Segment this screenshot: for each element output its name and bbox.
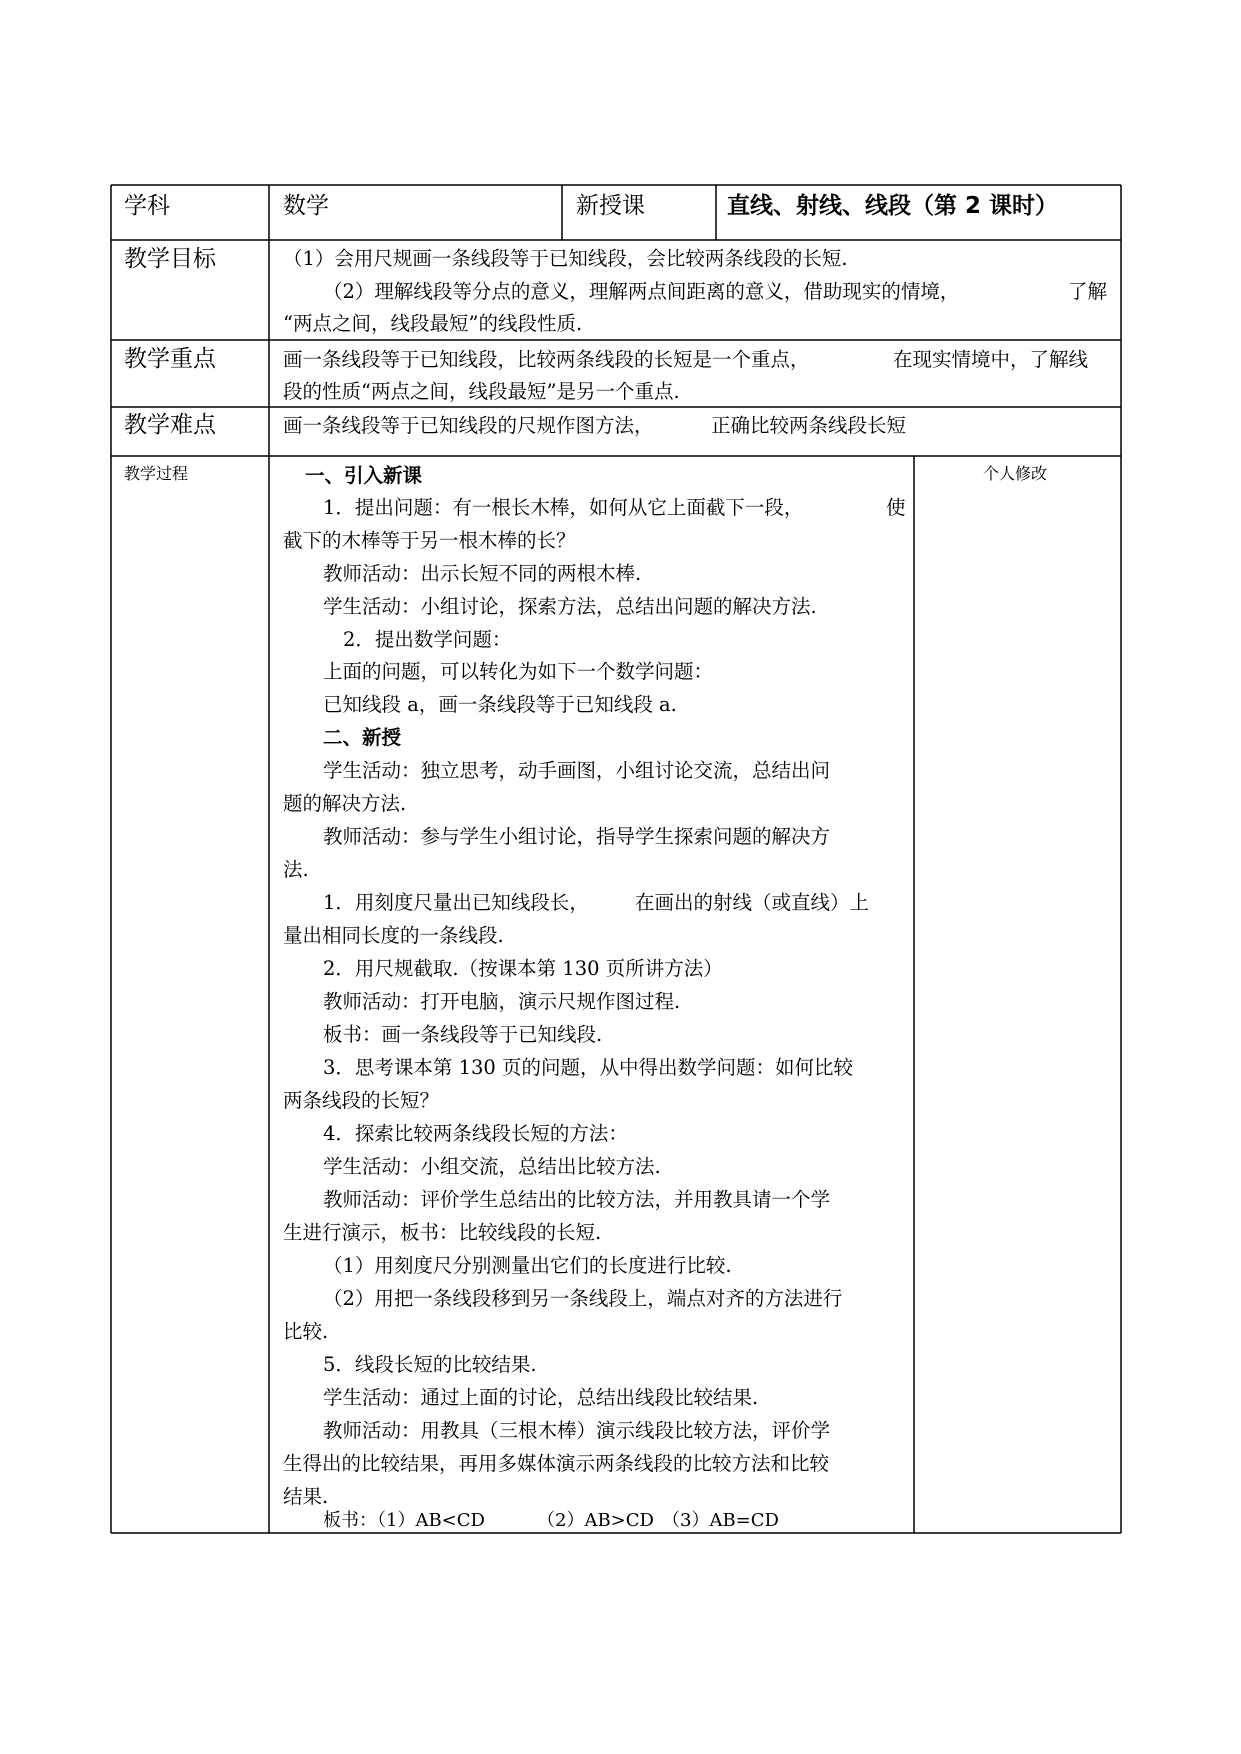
process-line: 1．提出问题：有一根长木棒，如何从它上面截下一段， (323, 496, 804, 519)
process-line: 学生活动：小组讨论，探索方法，总结出问题的解决方法. (323, 595, 817, 618)
difficulties-line: 画一条线段等于已知线段的尺规作图方法， (283, 414, 654, 437)
process-line: 学生活动：小组交流，总结出比较方法. (323, 1155, 661, 1178)
key-points-line: 在现实情境中，了解线 (893, 348, 1089, 371)
process-line: （2）用把一条线段移到另一条线段上，端点对齐的方法进行 (323, 1287, 843, 1310)
process-line: 截下的木棒等于另一根木棒的长？ (283, 529, 576, 552)
subject-label: 学科 (124, 193, 170, 219)
process-line: 1．用刻度尺量出已知线段长， (323, 891, 589, 914)
objectives-line: 了解 (1068, 280, 1108, 303)
process-line: 两条线段的长短？ (283, 1089, 440, 1112)
process-line: （1）用刻度尺分别测量出它们的长度进行比较. (323, 1254, 732, 1277)
process-line: 2．用尺规截取.（按课本第 130 页所讲方法） (323, 957, 723, 980)
board-writing: （2）AB>CD (537, 1510, 654, 1531)
process-line: 5．线段长短的比较结果. (323, 1353, 537, 1376)
subject-value: 数学 (283, 193, 329, 219)
difficulties-line: 正确比较两条线段长短 (711, 414, 907, 437)
objectives-line: （1）会用尺规画一条线段等于已知线段，会比较两条线段的长短. (283, 247, 848, 270)
process-line: 生进行演示，板书：比较线段的长短. (283, 1221, 602, 1244)
process-line: 教师活动：打开电脑，演示尺规作图过程. (323, 990, 681, 1013)
key-points-line: 段的性质“两点之间，线段最短”是另一个重点. (283, 380, 680, 403)
process-line: 上面的问题，可以转化为如下一个数学问题： (323, 660, 714, 683)
process-line: 学生活动：独立思考，动手画图，小组讨论交流，总结出问 (323, 759, 831, 782)
difficulties-label: 教学难点 (124, 412, 216, 438)
process-line: 已知线段 a，画一条线段等于已知线段 a. (323, 693, 677, 716)
lesson-type: 新授课 (576, 193, 645, 219)
key-points-label: 教学重点 (124, 346, 216, 372)
process-line: 教师活动：出示长短不同的两根木棒. (323, 562, 642, 585)
process-line: 学生活动：通过上面的讨论，总结出线段比较结果. (323, 1386, 759, 1409)
process-line: 题的解决方法. (283, 792, 407, 815)
process-line: 2．提出数学问题： (343, 628, 512, 651)
process-line: 板书：画一条线段等于已知线段. (323, 1023, 603, 1046)
section-heading: 一、引入新课 (305, 464, 423, 487)
key-points-line: 画一条线段等于已知线段，比较两条线段的长短是一个重点， (283, 348, 810, 371)
objectives-line: “两点之间，线段最短”的线段性质. (283, 312, 583, 335)
process-line: 法. (283, 858, 309, 881)
process-line: 量出相同长度的一条线段. (283, 924, 504, 947)
notes-label: 个人修改 (983, 464, 1048, 483)
process-line: 比较. (283, 1320, 329, 1343)
objectives-line: （2）理解线段等分点的意义，理解两点间距离的意义，借助现实的情境， (323, 280, 960, 303)
process-line: 在画出的射线（或直线）上 (635, 891, 870, 914)
board-writing: 板书：（1）AB<CD (323, 1510, 485, 1531)
process-line: 教师活动：用教具（三根木棒）演示线段比较方法，评价学 (323, 1419, 831, 1442)
process-line: 生得出的比较结果，再用多媒体演示两条线段的比较方法和比较 (283, 1452, 830, 1475)
process-line: 教师活动：参与学生小组讨论，指导学生探索问题的解决方 (323, 825, 831, 848)
process-line: 结果. (283, 1485, 329, 1508)
lesson-title: 直线、射线、线段（第 2 课时） (727, 193, 1059, 219)
process-line: 3．思考课本第 130 页的问题，从中得出数学问题：如何比较 (323, 1056, 854, 1079)
objectives-label: 教学目标 (124, 246, 216, 272)
process-line: 4．探索比较两条线段长短的方法： (323, 1122, 628, 1145)
process-line: 教师活动：评价学生总结出的比较方法，并用教具请一个学 (323, 1188, 831, 1211)
process-label: 教学过程 (124, 464, 189, 483)
process-line: 使 (886, 496, 906, 519)
section-heading: 二、新授 (323, 726, 402, 749)
board-writing: （3）AB=CD (662, 1510, 779, 1531)
